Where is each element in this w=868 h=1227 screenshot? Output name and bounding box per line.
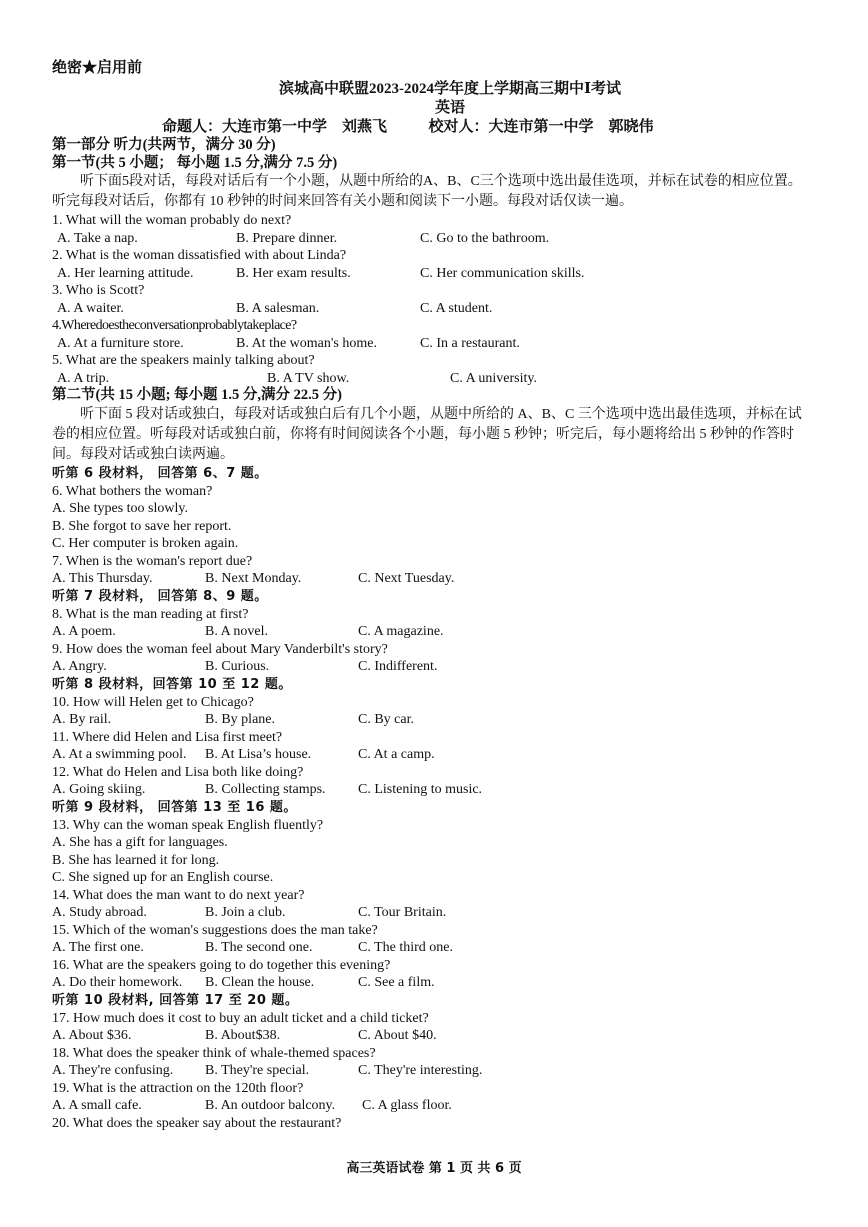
question-stem: 13. Why can the woman speak English fluently? — [52, 817, 324, 833]
question-options — [52, 623, 812, 641]
question-stem: 1. What will the woman probably do next? — [52, 213, 292, 228]
option-b: B. By plane. — [205, 712, 275, 727]
page-footer: 高三英语试卷 第 1 页 共 6 页 — [346, 1161, 522, 1176]
question-stem: 19. What is the attraction on the 120th floor? — [52, 1080, 304, 1096]
option-a: A. She has a gift for languages. — [52, 835, 228, 850]
option-b: B. About$38. — [205, 1028, 281, 1043]
question-stem: 9. How does the woman feel about Mary Vanderbilt's story? — [52, 641, 388, 657]
option-a: A. This Thursday. — [52, 571, 153, 586]
option-b: B. The second one. — [205, 940, 313, 955]
option-b: B. She forgot to save her report. — [52, 518, 232, 534]
question-options — [52, 974, 812, 992]
exam-title: 滨城高中联盟2023-2024学年度上学期高三期中Ⅰ考试 — [278, 81, 621, 97]
part1-heading: 第一部分 听力(共两节，满分 30 分) — [52, 137, 276, 153]
option-c: C. They're interesting. — [358, 1063, 483, 1078]
option-c: C. About $40. — [358, 1028, 437, 1043]
option-b: B. At Lisa’s house. — [205, 747, 312, 762]
option-c: C. A magazine. — [358, 624, 444, 639]
question-options — [52, 658, 812, 676]
question-options — [52, 370, 812, 388]
question-options — [52, 335, 812, 353]
question-stem: 16. What are the speakers going to do together this evening? — [52, 957, 391, 973]
material-heading: 听第 7 段材料， 回答第 8、9 题。 — [52, 588, 268, 604]
question-options — [52, 265, 812, 283]
section2-heading: 第二节(共 15 小题; 每小题 1.5 分,满分 22.5 分) — [52, 387, 342, 403]
option-a: A. The first one. — [52, 940, 144, 955]
question-options — [52, 570, 812, 588]
question-stem: 6. What bothers the woman? — [52, 483, 213, 499]
question-options — [52, 1027, 812, 1045]
option-c: C. In a restaurant. — [420, 335, 520, 351]
option-a: A. Her learning attitude. — [57, 265, 194, 281]
question-options — [52, 300, 812, 318]
question-stem: 17. How much does it cost to buy an adult ticket and a child ticket? — [52, 1010, 429, 1026]
section2-instructions: 听下面 5 段对话或独白，每段对话或独白后有几个小题，从题中所给的 A、B、C 三个选项中选出最佳选项，并标在试卷的相应位置。听每段对话或独白前，你将有时间阅读各个小题，每小题 5 秒钟；听完后，每小题将给出 5 秒钟的作答时间。每段对话或独白读两遍。 — [52, 406, 802, 462]
question-options — [52, 746, 812, 764]
option-a: A. At a swimming pool. — [52, 747, 187, 762]
option-b: B. Clean the house. — [205, 975, 315, 990]
question-options — [52, 1097, 812, 1115]
option-c: C. Her computer is broken again. — [52, 536, 239, 551]
option-b: B. A TV show. — [267, 370, 350, 386]
question-stem: 18. What does the speaker think of whale-themed spaces? — [52, 1045, 376, 1061]
question-stem: 10. How will Helen get to Chicago? — [52, 694, 254, 710]
question-stem: 4.Wheredoestheconversationprobablytakeplace? — [52, 318, 297, 333]
question-stem: 15. Which of the woman's suggestions does the man take? — [52, 922, 378, 938]
reviewer: 校对人：大连市第一中学 郭晓伟 — [428, 119, 654, 135]
option-b: B. Her exam results. — [236, 265, 351, 281]
option-a: A. A waiter. — [57, 300, 124, 316]
material-heading: 听第 10 段材料, 回答第 17 至 20 题。 — [52, 992, 299, 1008]
question-options — [52, 230, 812, 248]
question-stem: 20. What does the speaker say about the restaurant? — [52, 1115, 342, 1131]
option-c: C. See a film. — [358, 975, 435, 990]
subject-title: 英语 — [434, 100, 465, 116]
question-stem: 3. Who is Scott? — [52, 283, 145, 298]
author: 命题人：大连市第一中学 刘燕飞 — [162, 119, 388, 135]
question-stem: 12. What do Helen and Lisa both like doing? — [52, 764, 304, 780]
option-c: C. Her communication skills. — [420, 265, 585, 281]
option-a: A. Take a nap. — [57, 230, 138, 246]
option-a: A. A trip. — [57, 370, 110, 386]
question-stem: 5. What are the speakers mainly talking about? — [52, 353, 315, 368]
author-line — [52, 118, 812, 137]
question-stem: 14. What does the man want to do next year? — [52, 887, 305, 903]
question-options — [52, 781, 812, 799]
option-c: C. By car. — [358, 712, 414, 727]
confidential-mark: 绝密★启用前 — [52, 60, 143, 76]
option-b: B. They're special. — [205, 1063, 310, 1078]
question-options — [52, 939, 812, 957]
option-c: C. Next Tuesday. — [358, 571, 455, 586]
option-c: C. A university. — [450, 370, 537, 386]
option-b: B. An outdoor balcony. — [205, 1098, 336, 1113]
question-options — [52, 1062, 812, 1080]
option-c: C. Tour Britain. — [358, 905, 447, 920]
option-c: C. At a camp. — [358, 747, 435, 762]
option-a: A. A poem. — [52, 624, 116, 639]
option-c: C. A student. — [420, 300, 493, 316]
question-stem: 7. When is the woman's report due? — [52, 553, 253, 569]
option-b: B. A novel. — [205, 624, 269, 639]
option-a: A. She types too slowly. — [52, 501, 188, 516]
section1-heading: 第一节(共 5 小题； 每小题 1.5 分,满分 7.5 分) — [52, 154, 338, 171]
material-heading: 听第 8 段材料，回答第 10 至 12 题。 — [52, 676, 292, 692]
material-heading: 听第 9 段材料， 回答第 13 至 16 题。 — [52, 799, 297, 815]
option-b: B. Curious. — [205, 659, 270, 674]
question-options — [52, 904, 812, 922]
option-a: A. Going skiing. — [52, 782, 146, 797]
option-b: B. She has learned it for long. — [52, 852, 220, 868]
question-stem: 2. What is the woman dissatisfied with about Linda? — [52, 248, 347, 263]
option-c: C. A glass floor. — [362, 1098, 452, 1113]
option-b: B. Collecting stamps. — [205, 782, 326, 797]
option-a: A. Study abroad. — [52, 905, 147, 920]
option-b: B. At the woman's home. — [236, 335, 377, 351]
option-a: A. About $36. — [52, 1028, 132, 1043]
option-c: C. She signed up for an English course. — [52, 870, 274, 885]
option-a: A. By rail. — [52, 712, 112, 727]
exam-page — [52, 56, 812, 1132]
option-a: A. Do their homework. — [52, 975, 183, 990]
option-c: C. The third one. — [358, 940, 454, 955]
option-a: A. At a furniture store. — [57, 335, 184, 351]
option-c: C. Listening to music. — [358, 782, 483, 797]
option-c: C. Go to the bathroom. — [420, 230, 550, 246]
option-b: B. Join a club. — [205, 905, 286, 920]
option-a: A. They're confusing. — [52, 1063, 174, 1078]
option-a: A. Angry. — [52, 659, 107, 674]
section1-instructions: 听下面5段对话，每段对话后有一个小题，从题中所给的A、B、C三个选项中选出最佳选项，并标在试卷的相应位置。听完每段对话后，你都有 10 秒钟的时间来回答有关小题和阅读下一小题。每段对话仅读一遍。 — [52, 174, 802, 209]
question-stem: 8. What is the man reading at first? — [52, 606, 249, 622]
option-c: C. Indifferent. — [358, 659, 438, 674]
option-a: A. A small cafe. — [52, 1098, 142, 1113]
material-heading: 听第 6 段材料， 回答第 6、7 题。 — [52, 465, 268, 481]
question-stem: 11. Where did Helen and Lisa first meet? — [52, 729, 283, 745]
option-b: B. A salesman. — [236, 300, 320, 316]
question-options — [52, 711, 812, 729]
option-b: B. Next Monday. — [205, 571, 302, 586]
option-b: B. Prepare dinner. — [236, 230, 338, 246]
